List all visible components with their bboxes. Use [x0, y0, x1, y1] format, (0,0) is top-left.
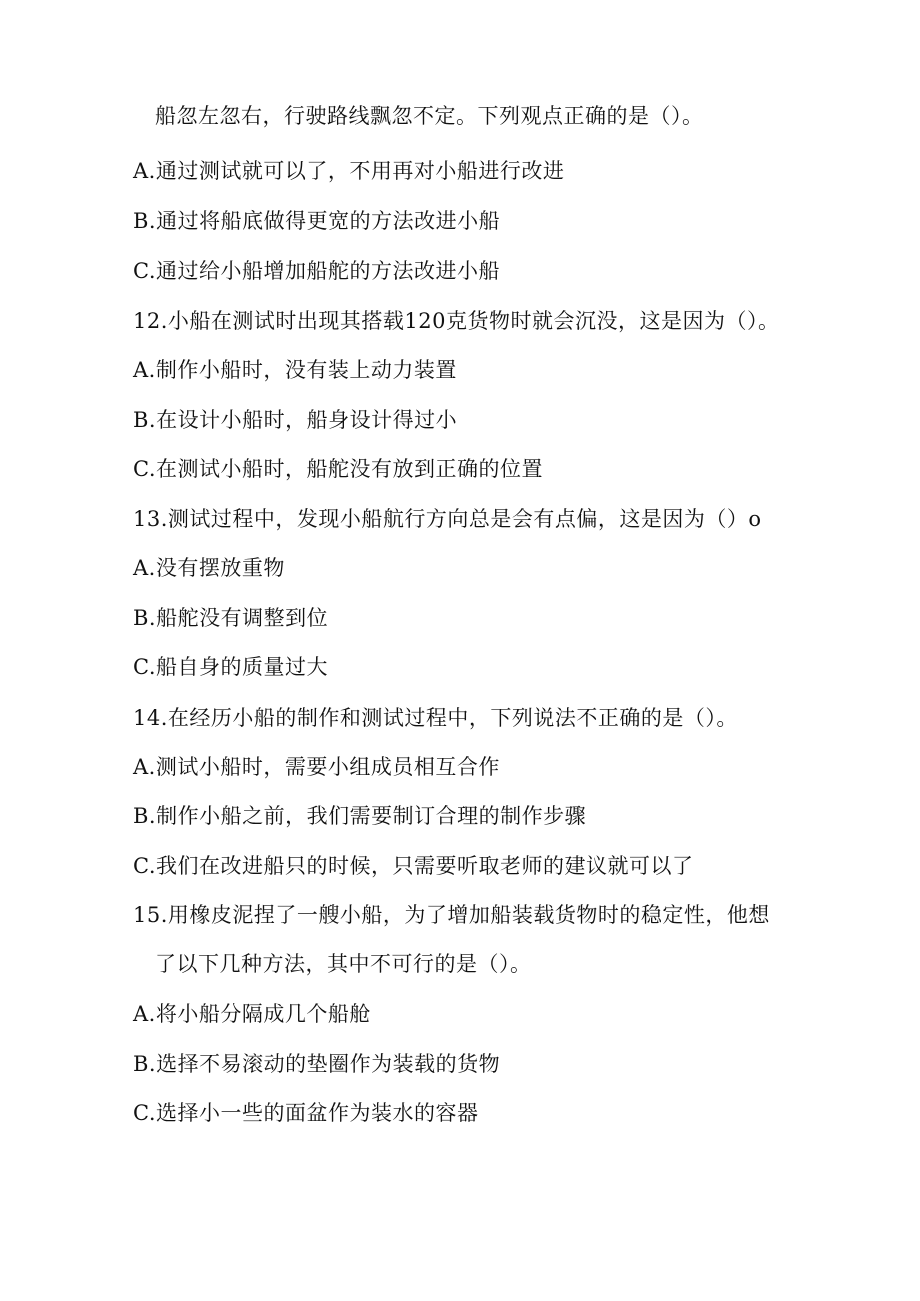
- question-11-stem-continuation: 船忽左忽右，行驶路线飘忽不定。下列观点正确的是（）。: [155, 104, 704, 128]
- q11-option-a: A.通过测试就可以了，不用再对小船进行改进: [133, 159, 565, 183]
- q13-option-b: B.船舵没有调整到位: [133, 606, 329, 630]
- q13-option-a: A.没有摆放重物: [133, 556, 285, 580]
- q11-option-c: C.通过给小船增加船舵的方法改进小船: [133, 259, 500, 283]
- q14-option-b: B.制作小船之前，我们需要制订合理的制作步骤: [133, 804, 587, 828]
- q12-option-c: C.在测试小船时，船舵没有放到正确的位置: [133, 457, 543, 481]
- q15-option-b: B.选择不易滚动的垫圈作为装载的货物: [133, 1052, 501, 1076]
- question-12-stem: 12.小船在测试时出现其搭载120克货物时就会沉没，这是因为（）。: [133, 309, 780, 333]
- q14-option-c: C.我们在改进船只的时候，只需要听取老师的建议就可以了: [133, 854, 694, 878]
- q12-option-b: B.在设计小船时，船身设计得过小: [133, 408, 458, 432]
- q15-option-c: C.选择小一些的面盆作为装水的容器: [133, 1101, 479, 1125]
- q14-option-a: A.测试小船时，需要小组成员相互合作: [133, 755, 500, 779]
- question-14-stem: 14.在经历小船的制作和测试过程中，下列说法不正确的是（）。: [133, 706, 738, 730]
- q11-option-b: B.通过将船底做得更宽的方法改进小船: [133, 209, 501, 233]
- q13-option-c: C.船自身的质量过大: [133, 655, 328, 679]
- question-13-stem: 13.测试过程中，发现小船航行方向总是会有点偏，这是因为（）o: [133, 507, 762, 531]
- q15-option-a: A.将小船分隔成几个船舱: [133, 1002, 371, 1026]
- question-15-stem-continuation: 了以下几种方法，其中不可行的是（）。: [155, 952, 532, 976]
- question-15-stem: 15.用橡皮泥捏了一艘小船，为了增加船装载货物时的稳定性，他想: [133, 903, 770, 927]
- q12-option-a: A.制作小船时，没有装上动力装置: [133, 358, 457, 382]
